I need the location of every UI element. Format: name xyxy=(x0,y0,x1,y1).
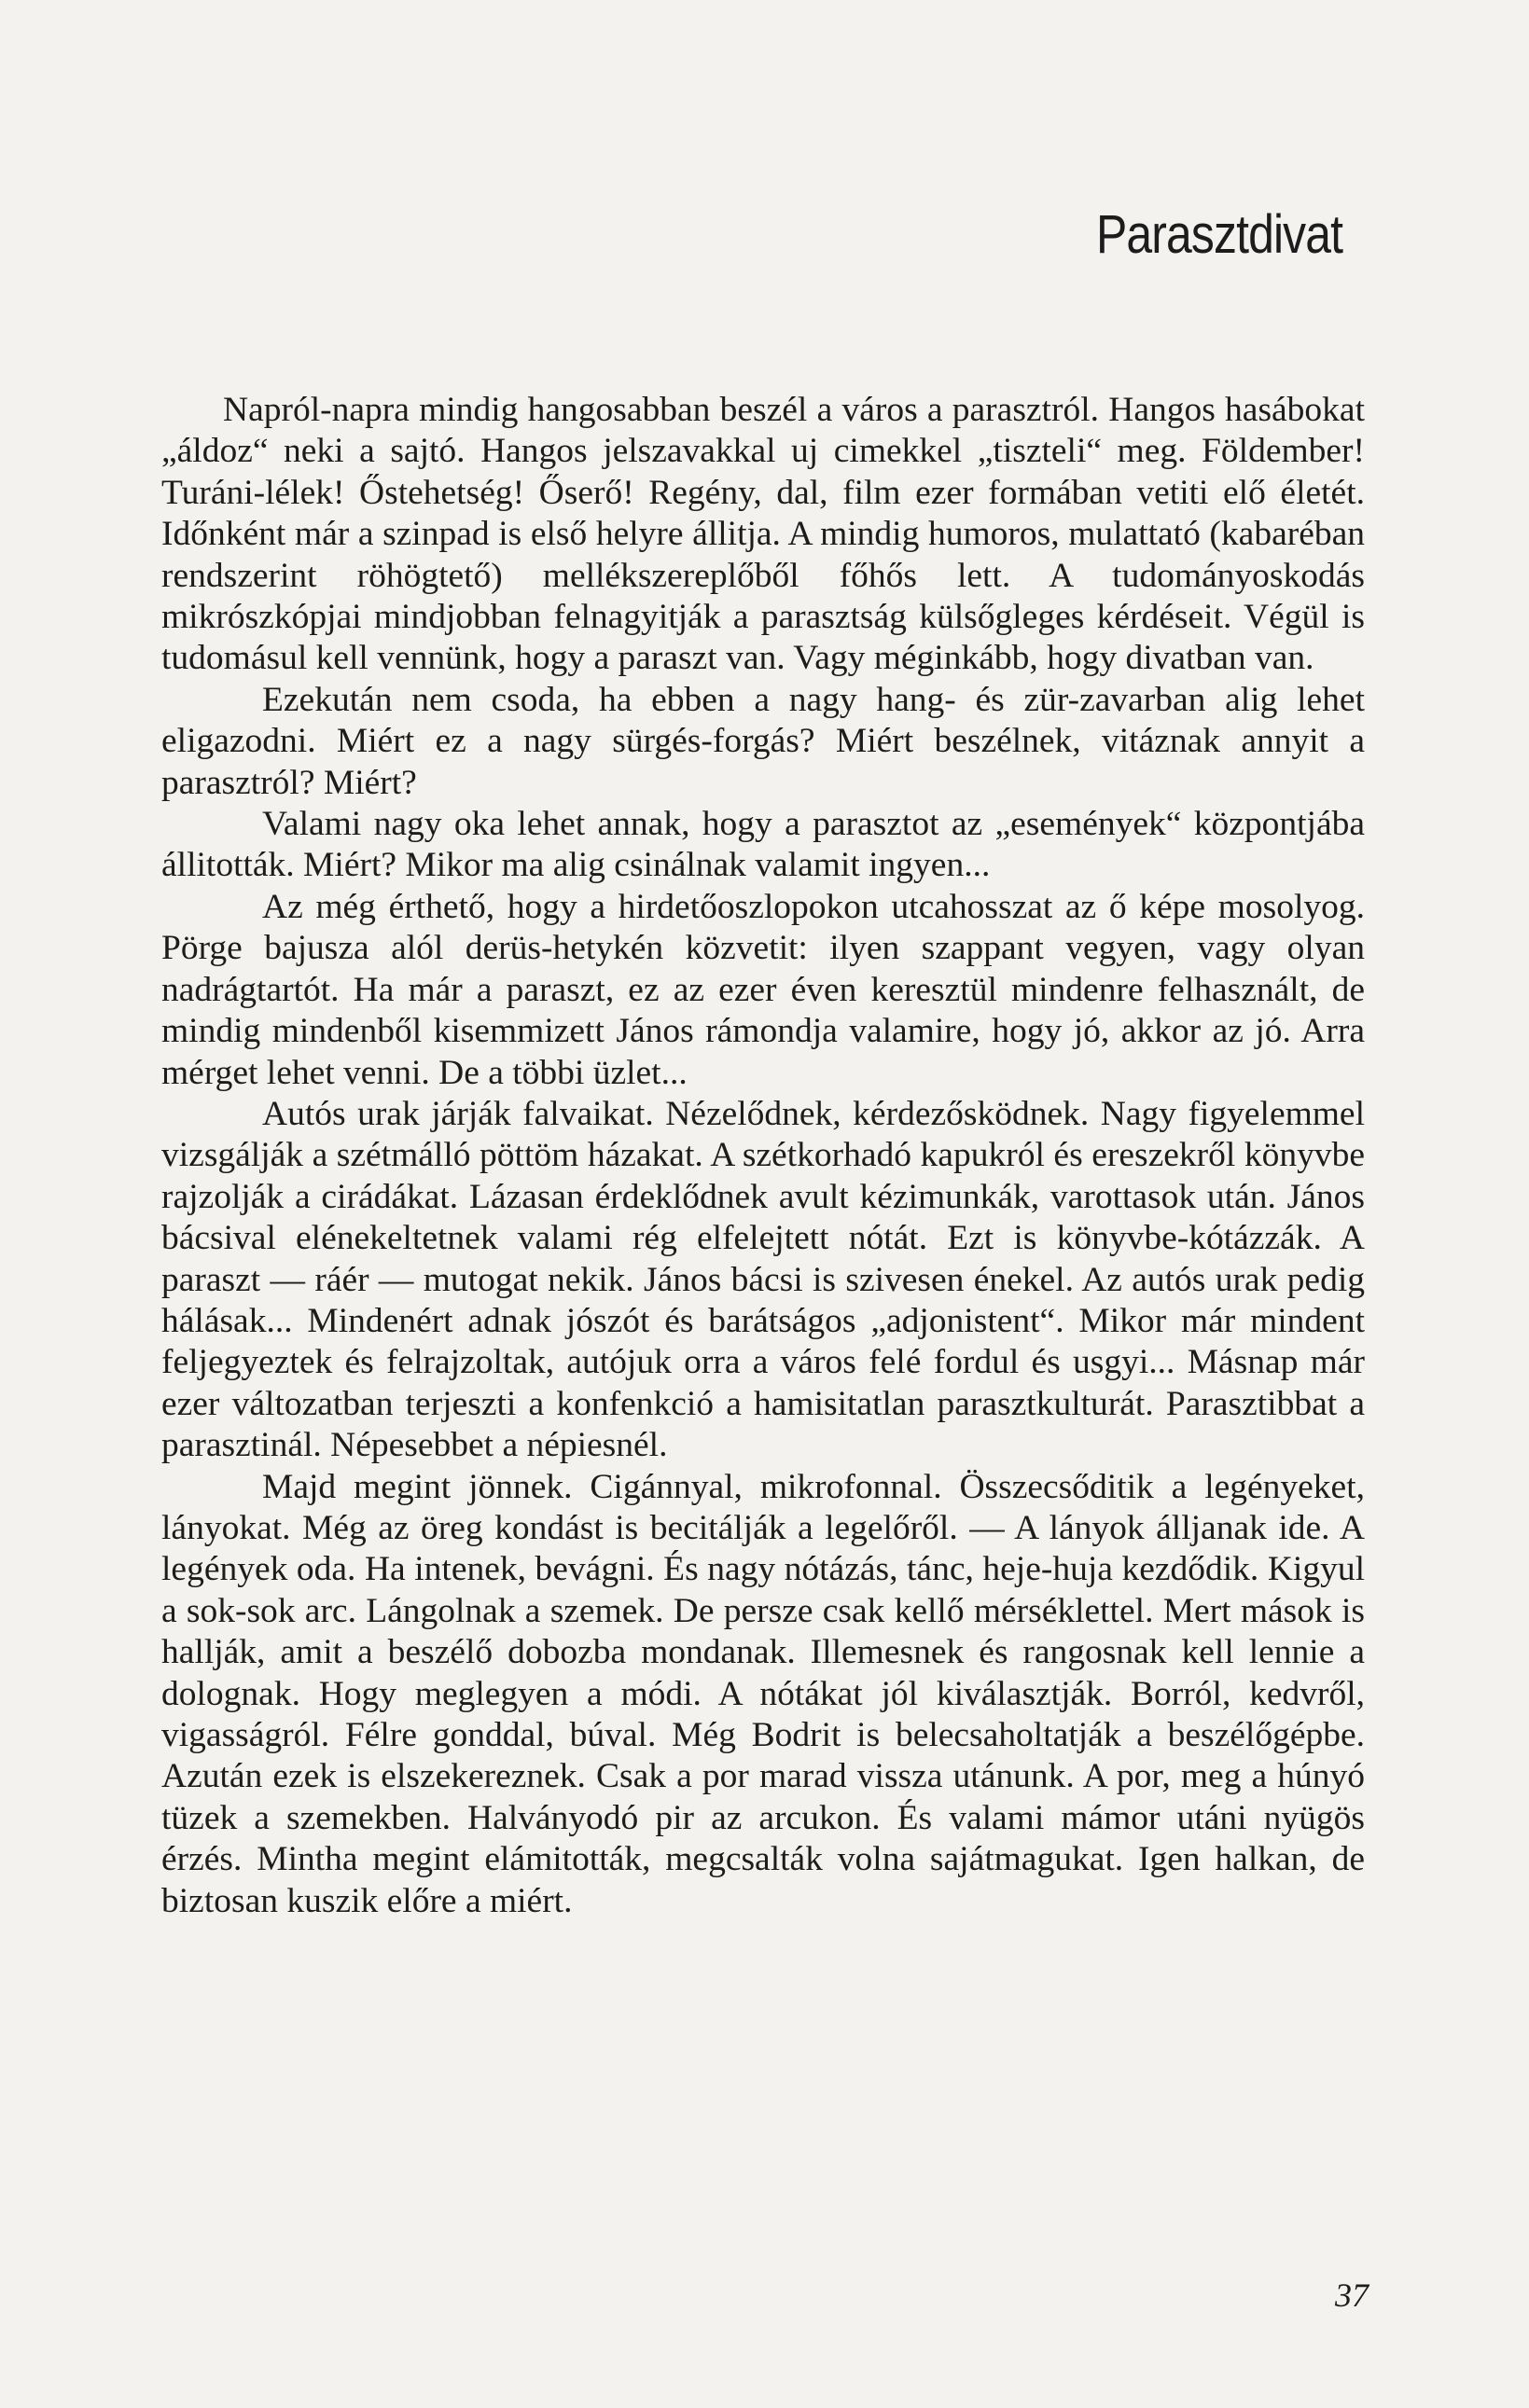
paragraph: Napról-napra mindig hangosabban beszél a város a parasztról. Hangos hasábokat „áldoz“ neki a sajtó. Hangos jelszavakkal uj cimekkel „tiszteli“ meg. Földember! Turáni-lélek! Őstehetség! Őserő! Regény, dal, film ezer formában vetiti elő életét. Időnként már a szinpad is első helyre állitja. A mindig humoros, mulattató (kabaréban rendszerint röhögtető) mellékszereplőből főhős lett. A tudományoskodás mikrószkópjai mindjobban felnagyitják a parasztság külsőgleges kérdéseit. Végül is tudomásul kell vennünk, hogy a paraszt van. Vagy méginkább, hogy divatban van. xyxy=(161,391,1365,678)
paragraph: Autós urak járják falvaikat. Nézelődnek, kérdezősködnek. Nagy figyelemmel vizsgálják a szétmálló pöttöm házakat. A szétkorhadó kapukról és ereszekről könyvbe rajzolják a cirádákat. Lázasan érdeklődnek avult kézimunkák, varottasok után. János bácsival elénekeltetnek valami rég elfelejtett nótát. Ezt is könyvbe-kótázzák. A paraszt — ráér — mutogat nekik. János bácsi is szivesen énekel. Az autós urak pedig hálásak... Mindenért adnak jószót és barátságos „adjonistent“. Mikor már mindent feljegyeztek és felrajzoltak, autójuk orra a város felé fordul és usgyi... Másnap már ezer változatban terjeszti a konfenkció a hamisitatlan parasztkulturát. Parasztibbat a parasztinál. Népesebbet a népiesnél. xyxy=(161,1094,1365,1465)
paragraph: Valami nagy oka lehet annak, hogy a parasztot az „események“ központjába állitották. Miért? Mikor ma alig csinálnak valamit ingyen... xyxy=(161,805,1365,885)
page-number: 37 xyxy=(1335,2277,1369,2314)
body-text xyxy=(161,390,1365,1922)
paragraph: Majd megint jönnek. Cigánnyal, mikrofonnal. Összecsőditik a legényeket, lányokat. Még az öreg kondást is becitálják a legelőről. — A lányok álljanak ide. A legények oda. Ha intenek, bevágni. És nagy nótázás, tánc, heje-huja kezdődik. Kigyul a sok-sok arc. Lángolnak a szemek. De persze csak kellő mérséklettel. Mert mások is hallják, amit a beszélő dobozba mondanak. Illemesnek és rangosnak kell lennie a dolognak. Hogy meglegyen a módi. A nótákat jól kiválasztják. Borról, kedvről, vigasságról. Félre gonddal, búval. Még Bodrit is belecsaholtatják a beszélőgépbe. Azután ezek is elszekereznek. Csak a por marad vissza utánunk. A por, meg a húnyó tüzek a szemekben. Halványodó pir az arcukon. És valami mámor utáni nyügös érzés. Mintha megint elámitották, megcsalták volna sajátmagukat. Igen halkan, de biztosan kuszik előre a miért. xyxy=(161,1467,1365,1920)
paragraph: Ezekután nem csoda, ha ebben a nagy hang- és zür-zavarban alig lehet eligazodni. Miért ez a nagy sürgés-forgás? Miért beszélnek, vitáznak annyit a parasztról? Miért? xyxy=(161,680,1365,802)
paragraph: Az még érthető, hogy a hirdetőoszlopokon utcahosszat az ő képe mosolyog. Pörge bajusza alól derüs-hetykén közvetit: ilyen szappant vegyen, vagy olyan nadrágtartót. Ha már a paraszt, ez az ezer éven keresztül mindenre felhasznált, de mindig mindenből kisemmizett János rámondja valamire, hogy jó, akkor az jó. Arra mérget lehet venni. De a többi üzlet... xyxy=(161,887,1365,1092)
page-title: Parasztdivat xyxy=(1095,204,1342,265)
